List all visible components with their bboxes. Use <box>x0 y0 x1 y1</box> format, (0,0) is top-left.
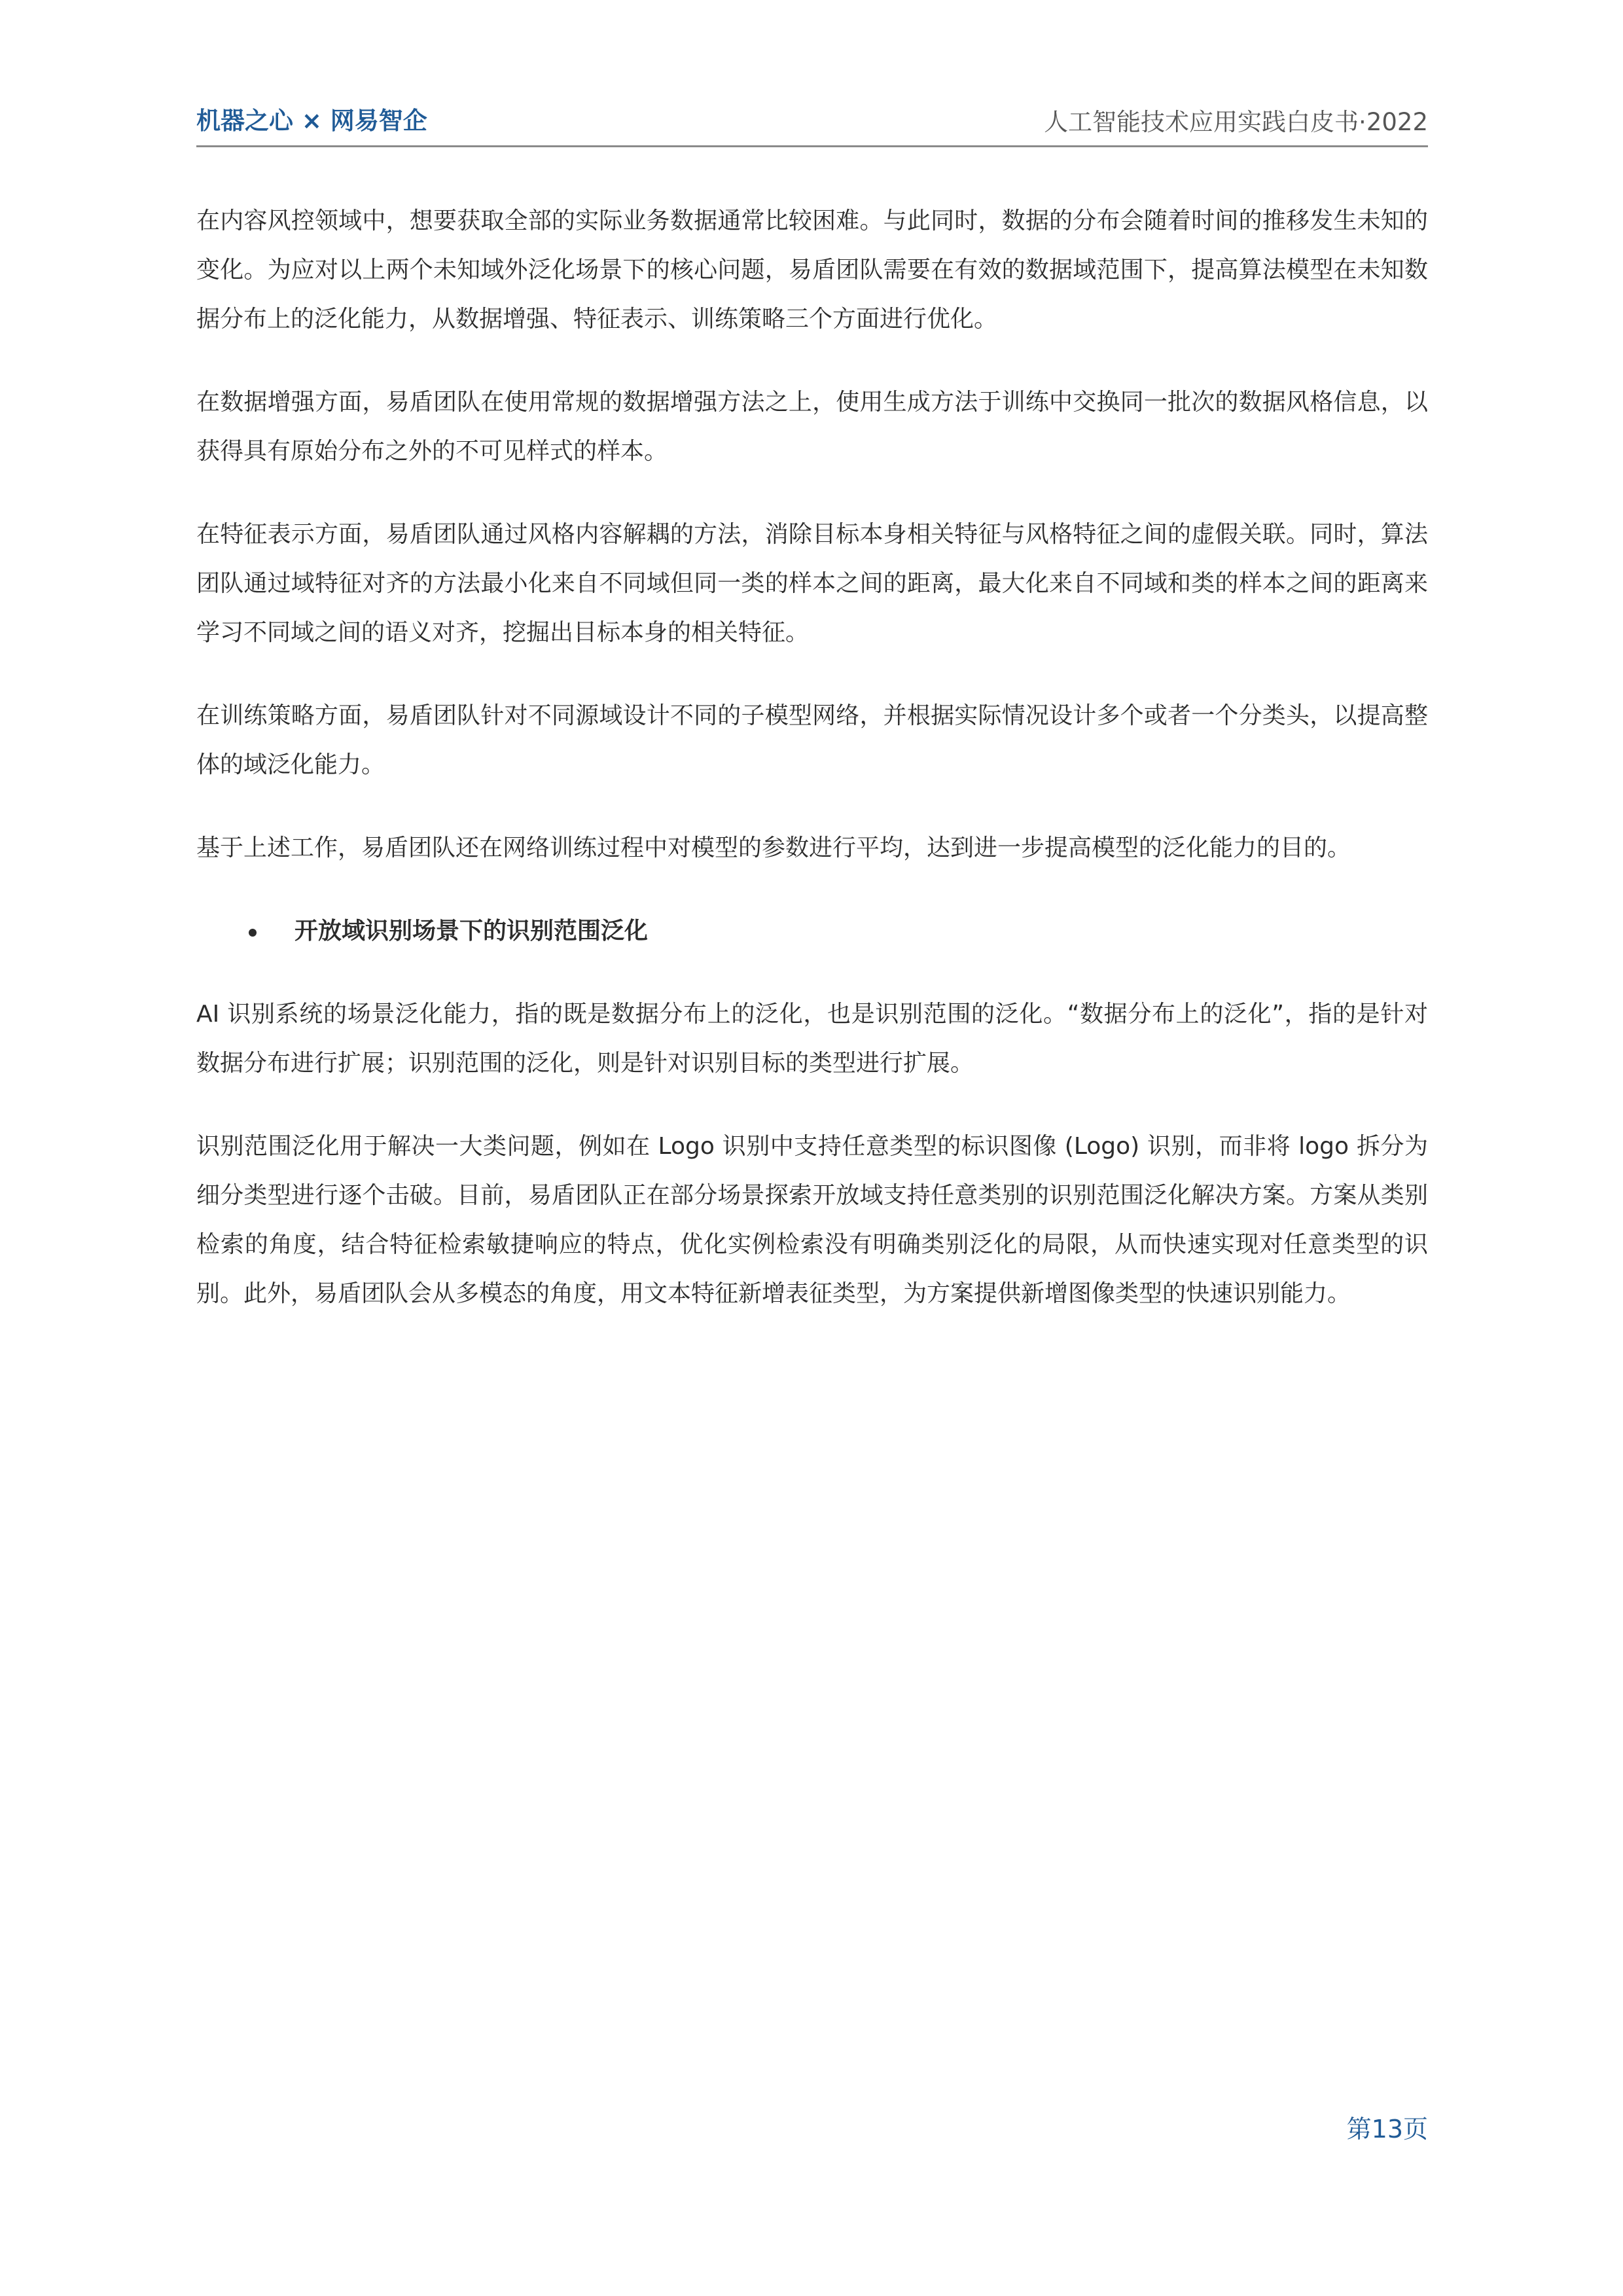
page-number: 第13页 <box>1346 2115 1428 2144</box>
header-divider <box>196 145 1428 147</box>
bullet-icon <box>249 929 257 937</box>
bullet-item <box>196 906 1428 956</box>
paragraph-recognition-scope: 识别范围泛化用于解决一大类问题，例如在 Logo 识别中支持任意类型的标识图像 (Logo) 识别，而非将 logo 拆分为细分类型进行逐个击破。目前，易盾团队正在部分场景探索开放域支持任意类别的识别范围泛化解决方案。方案从类别检索的角度，结合特征检索敏捷响应的特点，优化实例检索没有明确类别泛化的局限，从而快速实现对任意类型的识别。此外，易盾团队会从多模态的角度，用文本特征新增表征类型，为方案提供新增图像类型的快速识别能力。 <box>196 1133 1428 1307</box>
paragraph-parameter-averaging: 基于上述工作，易盾团队还在网络训练过程中对模型的参数进行平均，达到进一步提高模型的泛化能力的目的。 <box>196 834 1351 861</box>
paragraph-feature-representation: 在特征表示方面，易盾团队通过风格内容解耦的方法，消除目标本身相关特征与风格特征之间的虚假关联。同时，算法团队通过域特征对齐的方法最小化来自不同域但同一类的样本之间的距离，最大化来自不同域和类的样本之间的距离来学习不同域之间的语义对齐，挖掘出目标本身的相关特征。 <box>196 521 1428 646</box>
paragraph-training-strategy: 在训练策略方面，易盾团队针对不同源域设计不同的子模型网络，并根据实际情况设计多个或者一个分类头，以提高整体的域泛化能力。 <box>196 702 1428 778</box>
page-header <box>196 98 1428 149</box>
brand-logo-text: 机器之心 × 网易智企 <box>196 107 427 135</box>
paragraph-content-risk: 在内容风控领域中，想要获取全部的实际业务数据通常比较困难。与此同时，数据的分布会随着时间的推移发生未知的变化。为应对以上两个未知域外泛化场景下的核心问题，易盾团队需要在有效的数据域范围下，提高算法模型在未知数据分布上的泛化能力，从数据增强、特征表示、训练策略三个方面进行优化。 <box>196 207 1428 332</box>
page-content <box>196 196 1428 1352</box>
document-title: 人工智能技术应用实践白皮书·2022 <box>1044 108 1428 136</box>
paragraph-data-augmentation: 在数据增强方面，易盾团队在使用常规的数据增强方法之上，使用生成方法于训练中交换同一批次的数据风格信息，以获得具有原始分布之外的不可见样式的样本。 <box>196 389 1428 465</box>
paragraph-scene-generalization: AI 识别系统的场景泛化能力，指的既是数据分布上的泛化，也是识别范围的泛化。“数据分布上的泛化”，指的是针对数据分布进行扩展；识别范围的泛化，则是针对识别目标的类型进行扩展。 <box>196 1001 1428 1077</box>
bullet-heading: 开放域识别场景下的识别范围泛化 <box>294 918 649 944</box>
